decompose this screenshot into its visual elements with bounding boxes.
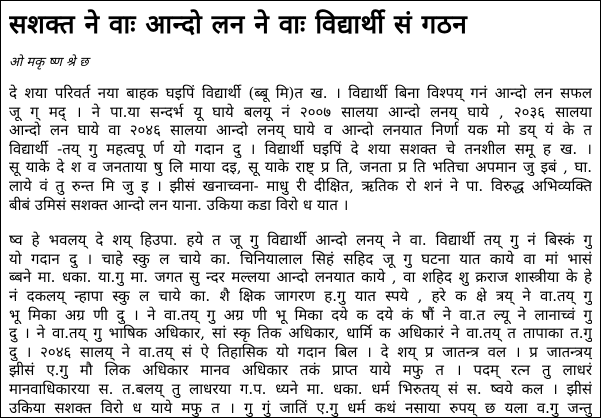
text-line: मानवाधिकारया स. त.बलय् तु लाधरया ग.प. ध्यने मा. धका. धर्म भिरुतय् सं स. ष्वये कल । झीसं (9, 379, 592, 398)
text-line: दु । ने वा.तय् गु भाषिक अधिकार, सां स्कृ तिक अधिकार, धार्मि क अधिकारं ने वा.तय् त तापाका त.गु (9, 324, 592, 343)
text-line: उकिया सशक्त विरो ध याये मफु त । गु गुं जातिं ए.गु धर्म कथं नसाया रुपय् छ यला व.गु जन्तु (9, 398, 592, 417)
page-content (1, 1, 600, 417)
text-line: लाये वं तु रुन्त मि जु इ । झीसं खनाच्वना- माधु री दीक्षित, ऋतिक रो शनं ने पा. विरुद्ध अभिव्यक्ति (9, 176, 592, 195)
text-line: विद्यार्थी -तय् गु महत्वपू र्ण यो गदान दु । विद्यार्थी घइपिं दे शया सशक्त चे तनशील समू ह ख. । (9, 139, 592, 158)
text-line: झीसं ए.गु मौ लिक अधिकार मानव अधिकार तकं प्राप्त याये मफु त । पदम् रत्न तु लाधरं (9, 361, 592, 380)
text-line: आन्दो लन घाये वा २०४६ सालया आन्दो लनय् घाये व आन्दो लनयात निर्णा यक मो डय् यं के त (9, 121, 592, 140)
text-line: दे शया परिवर्त नया बाहक घइपिं विद्यार्थी (ब्बू मि)त ख. । विद्यार्थी बिना विश्पय् गनं आन्दो लन सफल (9, 84, 592, 102)
article-body (9, 84, 592, 417)
text-line: ब्बने मा. धका. या.गु मा. जगत सु न्दर मल्लया आन्दो लनयात काये , वा शहिद शु क्रराज शास्त्रीया के हे (9, 268, 592, 287)
article-title: सशक्त ने वाः आन्दो लन ने वाः विद्यार्थी सं गठन (9, 10, 468, 40)
text-line: भू मिका अग्र णी दु । ने वा.तय् गु अग्र णी भू मिका दये क दये कं षौं ने वा.त ल्यू ने लानाच्वं गु (9, 305, 592, 324)
article-paragraph (9, 84, 592, 214)
text-line: यो गदान दु । चाहे स्कु ल चाये का. चिनियालाल सिहं सहिद जू गु घटना यात काये वा मां भासं (9, 249, 592, 268)
text-line: दु । २०४६ सालय् ने वा.तय् सं ऐ तिहासिक यो गदान बिल । दे शय् प्र जातन्त्र वल । प्र जातन्त्रय् (9, 342, 592, 361)
article-paragraph (9, 231, 592, 417)
text-line: नं दकलय् न्हापा स्कु ल चाये का. शै क्षिक जागरण ह.गु यात स्पये , हरे क क्षे त्रय् ने वा.तय् गु (9, 286, 592, 305)
text-line: सू याके दे श व जनताया षु लि माया दइ, सू याके राष्ट् प्र ति, जनता प्र ति भतिचा अपमान जु इबं , घा. (9, 158, 592, 177)
text-line: बीबं उमिसं सशक्त आन्दो लन याना. उकिया कडा विरो ध यात । (9, 195, 349, 214)
text-line: ष्व हे भवलय् दे शय् हिउपा. हये त जू गु विद्यार्थी आन्दो लनय् ने वा. विद्यार्थी तय् गु नं बिस्कं गु (9, 231, 592, 250)
text-line: जू ग् मद् । ने पा.या सन्दर्भ यू घाये बलयू नं २००७ सालया आन्दो लनय् घाये , २०३६ सालया (9, 102, 592, 121)
article-byline: ओ मकृ ष्ण श्रे छ (9, 55, 89, 70)
